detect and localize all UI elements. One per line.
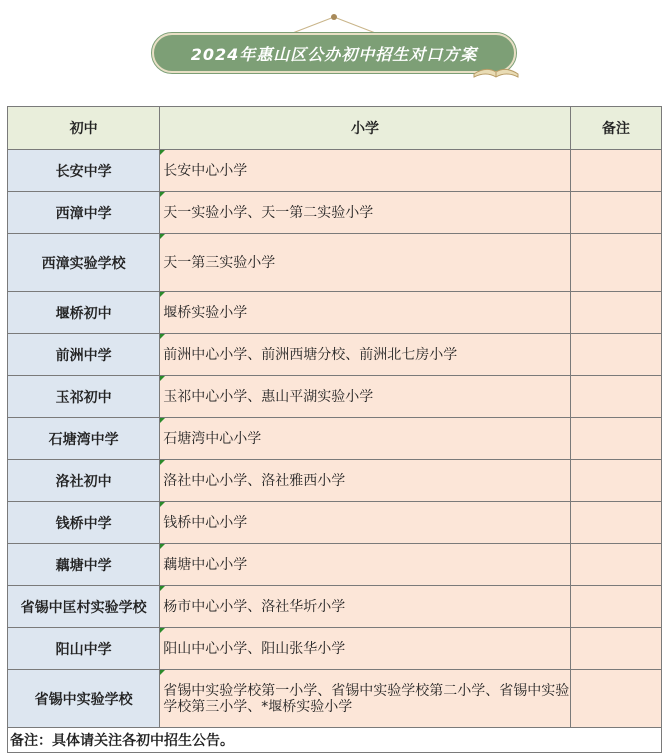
- table-row: [8, 292, 662, 334]
- table-row: [8, 502, 662, 544]
- title-banner-area: [0, 0, 669, 95]
- middle-school-cell: 洛社初中: [8, 460, 160, 502]
- enrollment-table: [7, 106, 662, 753]
- footer-note: 备注：具体请关注各初中招生公告。: [8, 728, 662, 753]
- table-row: [8, 376, 662, 418]
- primary-school-cell: 钱桥中心小学: [160, 502, 571, 544]
- table-row: [8, 418, 662, 460]
- table-row: [8, 544, 662, 586]
- title-banner: [152, 33, 516, 73]
- middle-school-cell: 长安中学: [8, 150, 160, 192]
- note-cell: [570, 334, 661, 376]
- primary-school-cell: 石塘湾中心小学: [160, 418, 571, 460]
- column-header-middle-school: 初中: [8, 107, 160, 150]
- note-cell: [570, 670, 661, 728]
- note-cell: [570, 544, 661, 586]
- page-title: 2024年惠山区公办初中招生对口方案: [190, 44, 478, 64]
- middle-school-cell: 省锡中匡村实验学校: [8, 586, 160, 628]
- middle-school-cell: 藕塘中学: [8, 544, 160, 586]
- middle-school-cell: 前洲中学: [8, 334, 160, 376]
- column-header-note: 备注: [570, 107, 661, 150]
- primary-school-cell: 天一第三实验小学: [160, 234, 571, 292]
- note-cell: [570, 376, 661, 418]
- primary-school-cell: 堰桥实验小学: [160, 292, 571, 334]
- open-book-icon: [470, 60, 522, 80]
- primary-school-cell: 洛社中心小学、洛社雅西小学: [160, 460, 571, 502]
- note-cell: [570, 586, 661, 628]
- primary-school-cell: 杨市中心小学、洛社华圻小学: [160, 586, 571, 628]
- note-cell: [570, 460, 661, 502]
- note-cell: [570, 234, 661, 292]
- primary-school-cell: 玉祁中心小学、惠山平湖实验小学: [160, 376, 571, 418]
- table-row: [8, 670, 662, 728]
- middle-school-cell: 石塘湾中学: [8, 418, 160, 460]
- note-cell: [570, 628, 661, 670]
- table-row: [8, 628, 662, 670]
- middle-school-cell: 西漳实验学校: [8, 234, 160, 292]
- table-row: [8, 460, 662, 502]
- primary-school-cell: 长安中心小学: [160, 150, 571, 192]
- note-cell: [570, 150, 661, 192]
- middle-school-cell: 钱桥中学: [8, 502, 160, 544]
- note-cell: [570, 192, 661, 234]
- primary-school-cell: 前洲中心小学、前洲西塘分校、前洲北七房小学: [160, 334, 571, 376]
- table-header-row: [8, 107, 662, 150]
- table-row: [8, 586, 662, 628]
- note-cell: [570, 292, 661, 334]
- table-footer-row: [8, 728, 662, 753]
- middle-school-cell: 省锡中实验学校: [8, 670, 160, 728]
- table-row: [8, 150, 662, 192]
- primary-school-cell: 阳山中心小学、阳山张华小学: [160, 628, 571, 670]
- note-cell: [570, 418, 661, 460]
- table-row: [8, 234, 662, 292]
- table-row: [8, 192, 662, 234]
- primary-school-cell: 省锡中实验学校第一小学、省锡中实验学校第二小学、省锡中实验学校第三小学、*堰桥实验小学: [160, 670, 571, 728]
- primary-school-cell: 藕塘中心小学: [160, 544, 571, 586]
- table-row: [8, 334, 662, 376]
- middle-school-cell: 堰桥初中: [8, 292, 160, 334]
- middle-school-cell: 玉祁初中: [8, 376, 160, 418]
- note-cell: [570, 502, 661, 544]
- middle-school-cell: 西漳中学: [8, 192, 160, 234]
- primary-school-cell: 天一实验小学、天一第二实验小学: [160, 192, 571, 234]
- middle-school-cell: 阳山中学: [8, 628, 160, 670]
- column-header-primary-school: 小学: [160, 107, 571, 150]
